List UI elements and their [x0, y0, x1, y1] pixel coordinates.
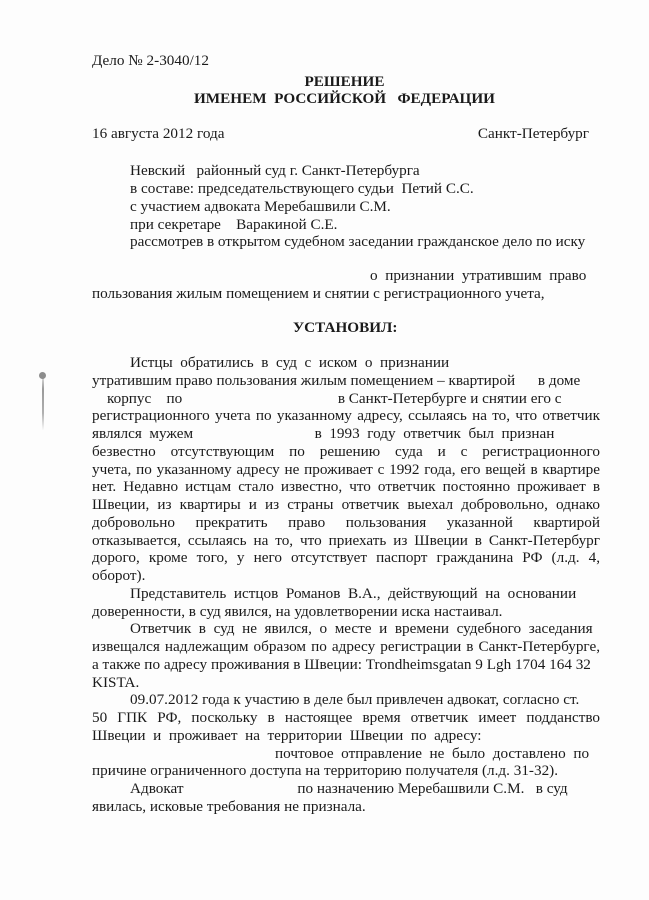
body-line: учета, по указанному адресу не проживает с 1992 года, его вещей в квартире	[92, 461, 600, 478]
court-secretary: при секретаре Варакиной С.Е.	[130, 216, 338, 233]
document-title: РЕШЕНИЕ	[304, 73, 385, 90]
document-subtitle: ИМЕНЕМ РОССИЙСКОЙ ФЕДЕРАЦИИ	[193, 90, 495, 107]
decision-date: 16 августа 2012 года	[92, 125, 225, 142]
body-line: Истцы обратились в суд с иском о признании	[130, 354, 450, 371]
body-line: добровольно прекратить право пользования указанной квартирой	[92, 514, 600, 531]
body-line: 50 ГПК РФ, поскольку в настоящее время ответчик имеет подданство	[92, 709, 600, 726]
court-considering: рассмотрев в открытом судебном заседании гражданское дело по иску	[130, 233, 586, 250]
claim-line-1: о признании утратившим право	[370, 267, 587, 284]
body-line: оборот).	[92, 567, 146, 584]
body-line: KISTA.	[92, 674, 140, 691]
body-line: корпус по в Санкт-Петербурге и снятии его с	[107, 390, 562, 407]
body-line: нет. Недавно истцам стало известно, что ответчик постоянно проживает в	[92, 478, 600, 495]
body-line: Швеции и проживает на территории Швеции по адресу:	[92, 727, 482, 744]
body-line: безвестно отсутствующим по решению суда и с регистрационного	[92, 443, 600, 460]
body-line: являлся мужем в 1993 году ответчик был признан	[92, 425, 555, 442]
body-line: Швеции, из квартиры и из страны ответчик выехал добровольно, однако	[92, 496, 600, 513]
body-line: отказывается, ссылаясь на то, что приехать из Швеции в Санкт-Петербург	[92, 532, 600, 549]
scan-artifact-dot	[39, 372, 46, 379]
body-line: Адвокат по назначению Меребашвили С.М. в суд	[130, 780, 568, 797]
body-line: утратившим право пользования жилым помещением – квартирой в доме	[92, 372, 581, 389]
body-line: регистрационного учета по указанному адресу, ссылаясь на то, что ответчик	[92, 407, 600, 424]
court-advocate: с участием адвоката Меребашвили С.М.	[130, 198, 391, 215]
body-line: почтовое отправление не было доставлено по	[275, 745, 590, 762]
decision-city: Санкт-Петербург	[477, 125, 589, 142]
body-line: причине ограниченного доступа на территорию получателя (л.д. 31-32).	[92, 762, 559, 779]
body-line: дорого, кроме того, у него отсутствует паспорт гражданина РФ (л.д. 4,	[92, 549, 600, 566]
scan-artifact	[42, 371, 44, 431]
claim-line-2: пользования жилым помещением и снятии с регистрационного учета,	[92, 285, 545, 302]
body-line: 09.07.2012 года к участию в деле был привлечен адвокат, согласно ст.	[130, 691, 580, 708]
body-line: явилась, исковые требования не признала.	[92, 798, 366, 815]
body-line: а также по адресу проживания в Швеции: Trondheimsgatan 9 Lgh 1704 164 32	[92, 656, 591, 673]
case-number: Дело № 2-3040/12	[92, 52, 209, 69]
body-line: извещался надлежащим образом по адресу регистрации в Санкт-Петербурге,	[92, 638, 600, 655]
section-heading: УСТАНОВИЛ:	[293, 319, 398, 336]
court-name: Невский районный суд г. Санкт-Петербурга	[130, 162, 420, 179]
body-line: доверенности, в суд явился, на удовлетворении иска настаивал.	[92, 603, 503, 620]
body-line: Ответчик в суд не явился, о месте и времени судебного заседания	[130, 620, 593, 637]
body-line: Представитель истцов Романов В.А., действующий на основании	[130, 585, 577, 602]
court-composition: в составе: председательствующего судьи Петий С.С.	[130, 180, 474, 197]
